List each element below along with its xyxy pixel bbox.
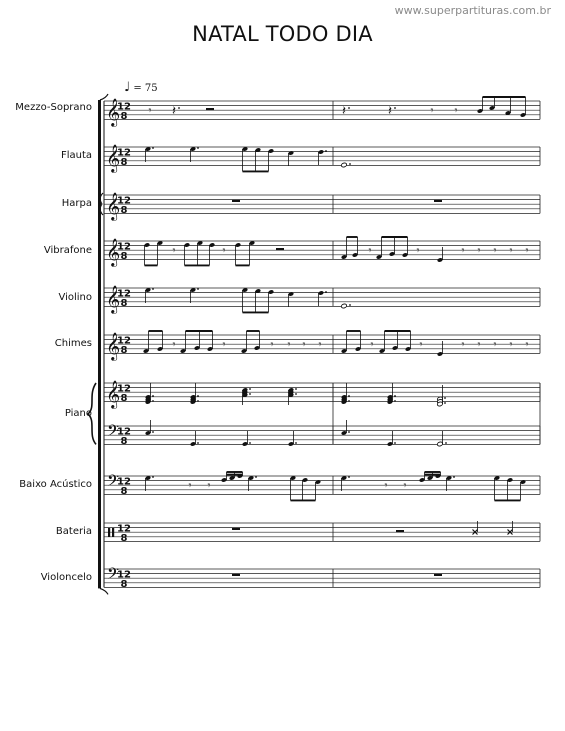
score-title: NATAL TODO DIA [192,22,373,46]
eighth-rest-icon: 𝄾 [172,244,176,257]
augmentation-dot [295,393,297,395]
eighth-rest-icon: 𝄾 [416,244,420,257]
time-signature-bottom: 8 [120,251,128,262]
augmentation-dot [295,388,297,390]
piano-brace [88,383,96,444]
augmentation-dot [152,476,154,478]
augmentation-dot [249,393,251,395]
eighth-rest-icon: 𝄾 [477,338,481,351]
eighth-rest-icon: 𝄾 [222,244,226,257]
eighth-rest-icon: 𝄾 [222,338,226,351]
half-rest-icon [206,108,214,110]
time-signature-top: 12 [117,335,131,347]
time-signature-bottom: 8 [120,393,128,404]
tempo-text: = 75 [133,83,158,94]
augmentation-dot [348,400,350,402]
augmentation-dot [152,400,154,402]
eighth-rest-icon: 𝄾 [207,479,211,492]
augmentation-dot [255,476,257,478]
time-signature-top: 12 [117,288,131,300]
eighth-rest-icon: 𝄾 [493,338,497,351]
time-signature-bottom: 8 [120,345,128,356]
system-bracket [98,100,101,588]
time-signature-bottom: 8 [120,533,128,544]
time-signature-bottom: 8 [120,486,128,497]
augmentation-dot [152,288,154,290]
watermark: www.superpartituras.com.br [394,4,551,17]
time-signature-top: 12 [117,195,131,207]
time-signature-top: 12 [117,241,131,253]
whole-rest-icon [232,200,240,202]
time-signature-top: 12 [117,523,131,535]
treble-clef-icon: 𝄞 [106,192,121,220]
augmentation-dot [394,400,396,402]
instrument-label-bateria: Bateria [55,526,92,537]
instrument-label-piano: Piano [64,408,92,419]
bass-clef-icon: 𝄢 [107,472,120,494]
augmentation-dot [394,442,396,444]
instrument-label-mezzo-soprano: Mezzo-Soprano [15,102,92,113]
augmentation-dot [444,397,446,399]
whole-rest-icon [232,574,240,576]
half-rest-icon [396,530,404,532]
quarter-rest-icon: 𝄽 [342,104,346,119]
augmentation-dot [197,147,199,149]
eighth-rest-icon: 𝄾 [525,244,529,257]
vl-staff [104,288,540,306]
time-signature-top: 12 [117,147,131,159]
percussion-clef-icon [108,528,110,537]
eighth-rest-icon: 𝄾 [454,104,458,117]
augmentation-dot [178,107,180,109]
quarter-rest-icon: 𝄽 [172,104,176,119]
ba-staff [104,476,540,494]
treble-clef-icon: 𝄞 [106,238,121,266]
whole-rest-icon [434,574,442,576]
instrument-label-chimes: Chimes [54,338,92,349]
eighth-rest-icon: 𝄾 [384,479,388,492]
eighth-rest-icon: 𝄾 [302,338,306,351]
bracket-hook [100,588,108,594]
augmentation-dot [394,107,396,109]
augmentation-dot [348,107,350,109]
eighth-rest-icon: 𝄾 [430,104,434,117]
eighth-rest-icon: 𝄾 [318,338,322,351]
augmentation-dot [197,442,199,444]
percussion-clef-icon [112,528,114,537]
quarter-note-icon: ♩ [124,80,131,95]
augmentation-dot [348,476,350,478]
augmentation-dot [249,388,251,390]
bass-clef-icon: 𝄢 [107,565,120,587]
time-signature-top: 12 [117,383,131,395]
instrument-label-vibrafone: Vibrafone [43,245,92,256]
eighth-rest-icon: 𝄾 [461,244,465,257]
augmentation-dot [152,431,154,433]
eighth-rest-icon: 𝄾 [188,479,192,492]
time-signature-top: 12 [117,569,131,581]
treble-clef-icon: 𝄞 [106,285,121,313]
bass-clef-icon: 𝄢 [107,422,120,444]
time-signature-bottom: 8 [120,298,128,309]
time-signature-bottom: 8 [120,111,128,122]
time-signature-top: 12 [117,426,131,438]
treble-clef-icon: 𝄞 [106,380,121,408]
augmentation-dot [444,402,446,404]
ms-staff [104,101,540,119]
note-head [341,303,347,308]
augmentation-dot [295,442,297,444]
pt-staff [104,383,540,401]
time-signature-bottom: 8 [120,205,128,216]
eighth-rest-icon: 𝄾 [270,338,274,351]
hp-staff [104,195,540,213]
augmentation-dot [197,400,199,402]
augmentation-dot [249,442,251,444]
eighth-rest-icon: 𝄾 [461,338,465,351]
augmentation-dot [152,395,154,397]
time-signature-bottom: 8 [120,436,128,447]
whole-rest-icon [232,528,240,530]
augmentation-dot [197,395,199,397]
quarter-rest-icon: 𝄽 [388,104,392,119]
time-signature-bottom: 8 [120,157,128,168]
instrument-label-violino: Violino [58,292,92,303]
treble-clef-icon: 𝄞 [106,144,121,172]
eighth-rest-icon: 𝄾 [287,338,291,351]
eighth-rest-icon: 𝄾 [525,338,529,351]
augmentation-dot [152,147,154,149]
augmentation-dot [325,291,327,293]
augmentation-dot [445,442,447,444]
instrument-label-baixo-acustico: Baixo Acústico [19,479,92,490]
augmentation-dot [325,150,327,152]
pb-staff [104,426,540,444]
fl-staff [104,147,540,165]
time-signature-top: 12 [117,476,131,488]
eighth-rest-icon: 𝄾 [493,244,497,257]
vb-staff [104,241,540,259]
time-signature-top: 12 [117,101,131,113]
augmentation-dot [348,395,350,397]
eighth-rest-icon: 𝄾 [368,244,372,257]
eighth-rest-icon: 𝄾 [477,244,481,257]
augmentation-dot [348,431,350,433]
half-rest-icon [276,248,284,250]
eighth-rest-icon: 𝄾 [148,104,152,117]
eighth-rest-icon: 𝄾 [509,244,513,257]
eighth-rest-icon: 𝄾 [419,338,423,351]
note-head [341,162,347,167]
eighth-rest-icon: 𝄾 [403,479,407,492]
eighth-rest-icon: 𝄾 [172,338,176,351]
augmentation-dot [197,288,199,290]
augmentation-dot [453,476,455,478]
augmentation-dot [394,395,396,397]
ch-staff [104,335,540,353]
time-signature-bottom: 8 [120,579,128,590]
eighth-rest-icon: 𝄾 [509,338,513,351]
vc-staff [104,569,540,587]
whole-rest-icon [434,200,442,202]
eighth-rest-icon: 𝄾 [370,338,374,351]
augmentation-dot [349,304,351,306]
instrument-label-violoncelo: Violoncelo [40,572,92,583]
treble-clef-icon: 𝄞 [106,332,121,360]
instrument-label-flauta: Flauta [60,150,92,161]
treble-clef-icon: 𝄞 [106,98,121,126]
augmentation-dot [349,163,351,165]
instrument-label-harpa: Harpa [61,198,92,209]
